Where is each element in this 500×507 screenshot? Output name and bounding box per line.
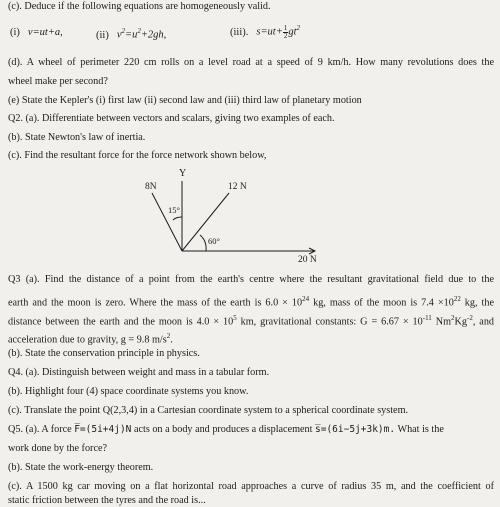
force-8n-line <box>152 193 182 251</box>
equation-iii: (iii). s=ut+ $\frac{1}{2}$ $gt^2$ <box>230 23 300 40</box>
force-network-diagram <box>130 165 370 265</box>
q3a-line1: Q3 (a). Find the distance of a point from the earth's centre where the resultant gravitational field due to the <box>8 274 494 285</box>
q1c-text: (c). Deduce if the following equations are homogeneously valid. <box>8 1 271 12</box>
q3a-line4: acceleration due to gravity, g = 9.8 $m/s^2$. <box>8 332 173 346</box>
force-12n-label: 12 N <box>228 182 247 192</box>
q4b-text: (b). Highlight four (4) space coordinate systems you know. <box>8 386 249 397</box>
q2a-text: Q2. (a). Differentiate between vectors and scalars, giving two examples of each. <box>8 113 335 124</box>
q4c-text: (c). Translate the point Q(2,3,4) in a Cartesian coordinate system to a spherical coordinate system. <box>8 405 409 416</box>
q4a-text: Q4. (a). Distinguish between weight and mass in a tabular form. <box>8 367 270 378</box>
y-axis-label: Y <box>179 168 187 179</box>
q3a-line3: distance between the earth and the moon is $4.0 \times 10^5$ km, gravitational constants: $G = 6.67 \times 10^{-11}$ $Nm^2Kg^{-2}$, and <box>8 314 495 328</box>
q5c-text: (c). A 1500 kg car moving on a flat horizontal road approaches a curve of radius 35 m, and the coefficient of <box>8 481 494 492</box>
angle-60-arc <box>200 235 206 251</box>
equation-ii: (ii) $v^2=u^2+2gh$, <box>96 27 167 41</box>
angle-60-label: 60° <box>208 236 220 246</box>
q3a-line2: earth and the moon is zero. Where the mass of the earth is $6.0 \times 10^{24}$ kg, mass of the moon is $7.4 \times 10^{22}$ kg, the <box>8 295 494 309</box>
force-8n-label: 8N <box>145 182 157 192</box>
q1d-line1: (d). A wheel of perimeter 220 cm rolls on a level road at a speed of 9 km/h. How many revolutions does the <box>8 57 494 68</box>
force-20n-label: 20 N <box>298 255 317 265</box>
q1d-line2: wheel make per second? <box>8 76 108 87</box>
equation-i: (i) v=ut+a, <box>10 27 63 38</box>
force-vector: F̅=(5i+4j)N <box>74 424 132 435</box>
q5a-line2: work done by the force? <box>8 443 108 454</box>
q5a-line1: Q5. (a). A force F̅=(5i+4j)N acts on a body and produces a displacement s̅=(6i−5j+3k)m. What is the <box>8 424 444 435</box>
q5c-cut-line: static friction between the tyres and the road is... <box>8 495 206 506</box>
q2b-text: (b). State Newton's law of inertia. <box>8 132 146 143</box>
angle-15-label: 15° <box>168 205 180 215</box>
q3b-text: (b). State the conservation principle in physics. <box>8 348 200 359</box>
q2c-text: (c). Find the resultant force for the force network shown below, <box>8 150 267 161</box>
q1e-text: (e) State the Kepler's (i) first law (ii) second law and (iii) third law of planetary motion <box>8 95 362 106</box>
displacement-vector: s̅=(6i−5j+3k)m. <box>315 424 396 435</box>
q5b-text: (b). State the work-energy theorem. <box>8 462 154 473</box>
angle-15-arc <box>173 217 182 220</box>
